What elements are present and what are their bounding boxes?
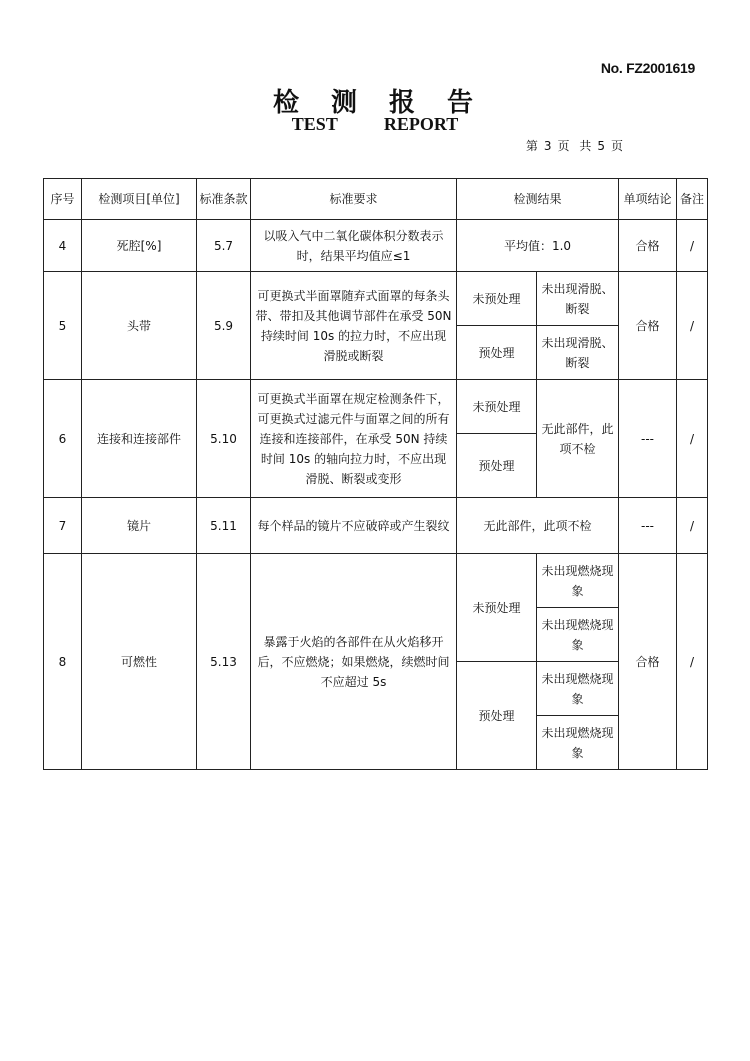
page-current: 3: [543, 139, 552, 153]
table-header-row: [44, 179, 708, 220]
row5-clause: 5.9: [197, 272, 251, 380]
row6-result: 无此部件，此项不检: [537, 380, 619, 498]
row4-remark: /: [677, 220, 708, 272]
row6-condition-1: 未预处理: [457, 380, 537, 434]
row6-seq: 6: [44, 380, 82, 498]
row8-seq: 8: [44, 554, 82, 770]
table-row: [44, 220, 708, 272]
row8-result-2: 未出现燃烧现象: [537, 608, 619, 662]
row8-result-1: 未出现燃烧现象: [537, 554, 619, 608]
page-total: 5: [597, 139, 605, 153]
row7-item: 镜片: [82, 498, 197, 554]
title-en-word-2: REPORT: [383, 114, 459, 134]
row4-conclusion: 合格: [619, 220, 677, 272]
row5-conclusion: 合格: [619, 272, 677, 380]
col-header-seq: 序号: [44, 179, 82, 220]
row8-condition-2: 预处理: [457, 662, 537, 770]
table-row: [44, 554, 708, 608]
report-title-en: [0, 114, 750, 135]
title-en-word-1: TEST: [291, 114, 338, 134]
row4-clause: 5.7: [197, 220, 251, 272]
row8-item: 可燃性: [82, 554, 197, 770]
row7-remark: /: [677, 498, 708, 554]
col-header-clause: 标准条款: [197, 179, 251, 220]
report-number: No. FZ2001619: [600, 60, 695, 76]
report-title-cn: 检测报告: [272, 88, 505, 118]
col-header-requirement: 标准要求: [251, 179, 457, 220]
col-header-conclusion: 单项结论: [619, 179, 677, 220]
page-label-2: 页: [557, 139, 570, 153]
row7-result: 无此部件，此项不检: [457, 498, 619, 554]
col-header-remark: 备注: [677, 179, 708, 220]
row8-remark: /: [677, 554, 708, 770]
row4-seq: 4: [44, 220, 82, 272]
row5-requirement: 可更换式半面罩随弃式面罩的每条头带、带扣及其他调节部件在承受 50N 持续时间 10s 的拉力时，不应出现滑脱或断裂: [251, 272, 457, 380]
row4-result: 平均值：1.0: [457, 220, 619, 272]
row8-conclusion: 合格: [619, 554, 677, 770]
row8-result-3: 未出现燃烧现象: [537, 662, 619, 716]
table-row: [44, 380, 708, 434]
row5-condition-2: 预处理: [457, 326, 537, 380]
row8-clause: 5.13: [197, 554, 251, 770]
row5-condition-1: 未预处理: [457, 272, 537, 326]
row7-seq: 7: [44, 498, 82, 554]
row8-condition-1: 未预处理: [457, 554, 537, 662]
table-row: [44, 272, 708, 326]
col-header-item: 检测项目[单位]: [82, 179, 197, 220]
row5-result-1: 未出现滑脱、断裂: [537, 272, 619, 326]
row7-requirement: 每个样品的镜片不应破碎或产生裂纹: [251, 498, 457, 554]
row8-requirement: 暴露于火焰的各部件在从火焰移开后，不应燃烧；如果燃烧，续燃时间不应超过 5s: [251, 554, 457, 770]
report-table: [43, 178, 708, 770]
row4-requirement: 以吸入气中二氧化碳体积分数表示时，结果平均值应≤1: [251, 220, 457, 272]
row6-clause: 5.10: [197, 380, 251, 498]
row5-seq: 5: [44, 272, 82, 380]
row6-requirement: 可更换式半面罩在规定检测条件下，可更换式过滤元件与面罩之间的所有连接和连接部件，在承受 50N 持续时间 10s 的轴向拉力时，不应出现滑脱、断裂或变形: [251, 380, 457, 498]
page-label-4: 页: [610, 139, 623, 153]
row7-clause: 5.11: [197, 498, 251, 554]
row5-remark: /: [677, 272, 708, 380]
row7-conclusion: ---: [619, 498, 677, 554]
row6-remark: /: [677, 380, 708, 498]
page-label-1: 第: [525, 139, 538, 153]
row6-condition-2: 预处理: [457, 434, 537, 498]
row6-item: 连接和连接部件: [82, 380, 197, 498]
page-indicator: [523, 137, 626, 154]
page-label-3: 共: [579, 139, 592, 153]
row6-conclusion: ---: [619, 380, 677, 498]
row8-result-4: 未出现燃烧现象: [537, 716, 619, 770]
row5-result-2: 未出现滑脱、断裂: [537, 326, 619, 380]
row5-item: 头带: [82, 272, 197, 380]
table-row: [44, 498, 708, 554]
row4-item: 死腔[%]: [82, 220, 197, 272]
col-header-result: 检测结果: [457, 179, 619, 220]
